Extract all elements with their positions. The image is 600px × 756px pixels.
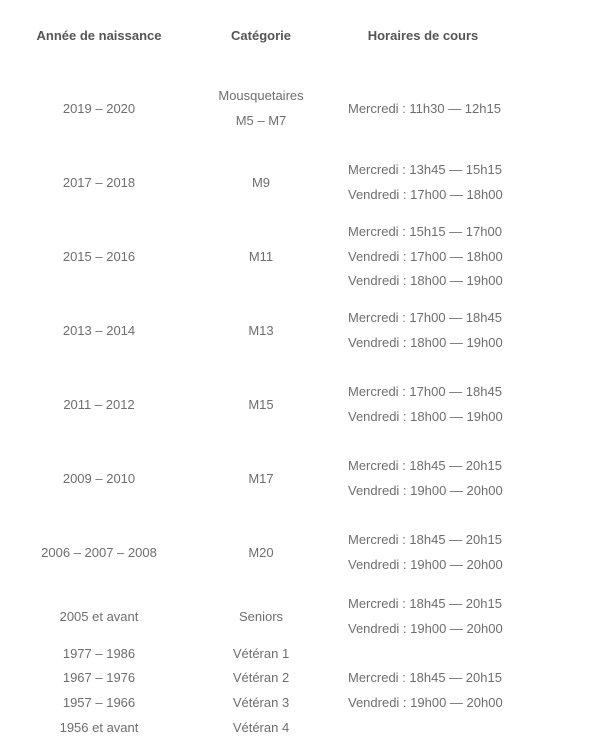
- category-cell-line: Vétéran 1: [232, 645, 290, 661]
- schedule-cell-line: Mercredi : 18h45 — 20h15: [348, 532, 502, 548]
- schedule-cell-line: Mercredi : 15h15 — 17h00: [348, 224, 502, 240]
- schedule-cell: [348, 220, 588, 294]
- category-cell: [196, 72, 326, 146]
- category-cell-line: M17: [248, 470, 274, 486]
- schedule-cell-line: Mercredi : 13h45 — 15h15: [348, 162, 502, 178]
- birth-year-cell-line: 1967 – 1976: [62, 670, 136, 686]
- schedule-cell-line: Mercredi : 18h45 — 20h15: [348, 670, 502, 686]
- schedule-cell-line: Mercredi : 17h00 — 18h45: [348, 310, 502, 326]
- birth-year-cell-line: 2013 – 2014: [62, 322, 136, 338]
- birth-year-cell-line: 2019 – 2020: [62, 100, 136, 116]
- birth-year-cell-line: 1957 – 1966: [62, 695, 136, 710]
- birth-year-cell-line: 1977 – 1986: [62, 645, 136, 661]
- schedule-cell-line: Vendredi : 19h00 — 20h00: [348, 621, 503, 636]
- birth-year-cell: [18, 220, 180, 294]
- schedule-cell: [348, 146, 588, 220]
- table-row: [0, 442, 600, 516]
- birth-year-cell-line: 1956 et avant: [59, 719, 139, 735]
- category-cell-line: Vétéran 4: [232, 719, 290, 735]
- table-row: [0, 642, 600, 740]
- birth-year-cell: [18, 146, 180, 220]
- category-cell-line: Mousquetaires: [218, 88, 304, 104]
- category-cell: [196, 442, 326, 516]
- birth-year-cell: [18, 642, 180, 740]
- category-cell-line: Seniors: [238, 608, 284, 624]
- category-cell: [196, 220, 326, 294]
- birth-year-cell: [18, 72, 180, 146]
- category-cell: [196, 146, 326, 220]
- category-cell-line: Vétéran 2: [232, 670, 290, 686]
- category-cell-line: M15: [248, 396, 274, 412]
- birth-year-cell-line: 2015 – 2016: [62, 248, 136, 264]
- category-cell: [196, 368, 326, 442]
- schedule-cell-line: Vendredi : 19h00 — 20h00: [348, 483, 503, 498]
- table-row: [0, 72, 600, 146]
- schedule-cell-line: Mercredi : 18h45 — 20h15: [348, 596, 502, 612]
- birth-year-cell: [18, 368, 180, 442]
- birth-year-cell: [18, 442, 180, 516]
- header-birth-year: Année de naissance: [36, 28, 162, 43]
- schedule-cell: [348, 294, 588, 368]
- schedule-cell: [348, 590, 588, 644]
- category-cell: [196, 294, 326, 368]
- birth-year-cell-line: 2017 – 2018: [62, 174, 136, 190]
- schedule-cell-line: Vendredi : 18h00 — 19h00: [348, 273, 503, 289]
- schedule-cell: [348, 642, 588, 740]
- birth-year-cell: [18, 294, 180, 368]
- birth-year-cell-line: 2009 – 2010: [62, 470, 136, 486]
- category-cell-line: M11: [248, 248, 274, 264]
- birth-year-cell: [18, 516, 180, 590]
- category-cell-line: Vétéran 3: [232, 695, 290, 710]
- schedule-cell-line: Vendredi : 18h00 — 19h00: [348, 409, 503, 424]
- schedule-cell-line: Vendredi : 19h00 — 20h00: [348, 695, 503, 710]
- table-row: [0, 146, 600, 220]
- schedule-cell: [348, 442, 588, 516]
- birth-year-cell-line: 2011 – 2012: [63, 396, 135, 412]
- schedule-cell-line: Vendredi : 19h00 — 20h00: [348, 557, 503, 572]
- table-row: [0, 294, 600, 368]
- schedule-cell-line: Vendredi : 17h00 — 18h00: [348, 187, 503, 202]
- table-row: [0, 220, 600, 294]
- birth-year-cell: [18, 590, 180, 644]
- schedule-cell-line: Vendredi : 18h00 — 19h00: [348, 335, 503, 350]
- category-cell: [196, 642, 326, 740]
- schedule-cell-line: Mercredi : 17h00 — 18h45: [348, 384, 502, 400]
- schedule-cell-line: Mercredi : 11h30 — 12h15: [348, 100, 501, 116]
- header-schedule: Horaires de cours: [367, 28, 479, 43]
- schedule-cell-line: Mercredi : 18h45 — 20h15: [348, 458, 502, 474]
- category-cell-line: M13: [248, 322, 274, 338]
- category-cell-line: M5 – M7: [235, 113, 287, 128]
- table-row: [0, 516, 600, 590]
- schedule-cell: [348, 72, 588, 146]
- birth-year-cell-line: 2006 – 2007 – 2008: [41, 544, 157, 560]
- table-row: [0, 590, 600, 644]
- schedule-cell-line: Vendredi : 17h00 — 18h00: [348, 248, 503, 264]
- category-cell: [196, 590, 326, 644]
- table-row: [0, 368, 600, 442]
- schedule-cell: [348, 368, 588, 442]
- header-category: Catégorie: [231, 28, 291, 43]
- category-cell-line: M20: [248, 544, 274, 560]
- schedule-cell: [348, 516, 588, 590]
- category-cell: [196, 516, 326, 590]
- category-cell-line: M9: [251, 174, 271, 190]
- birth-year-cell-line: 2005 et avant: [59, 608, 139, 624]
